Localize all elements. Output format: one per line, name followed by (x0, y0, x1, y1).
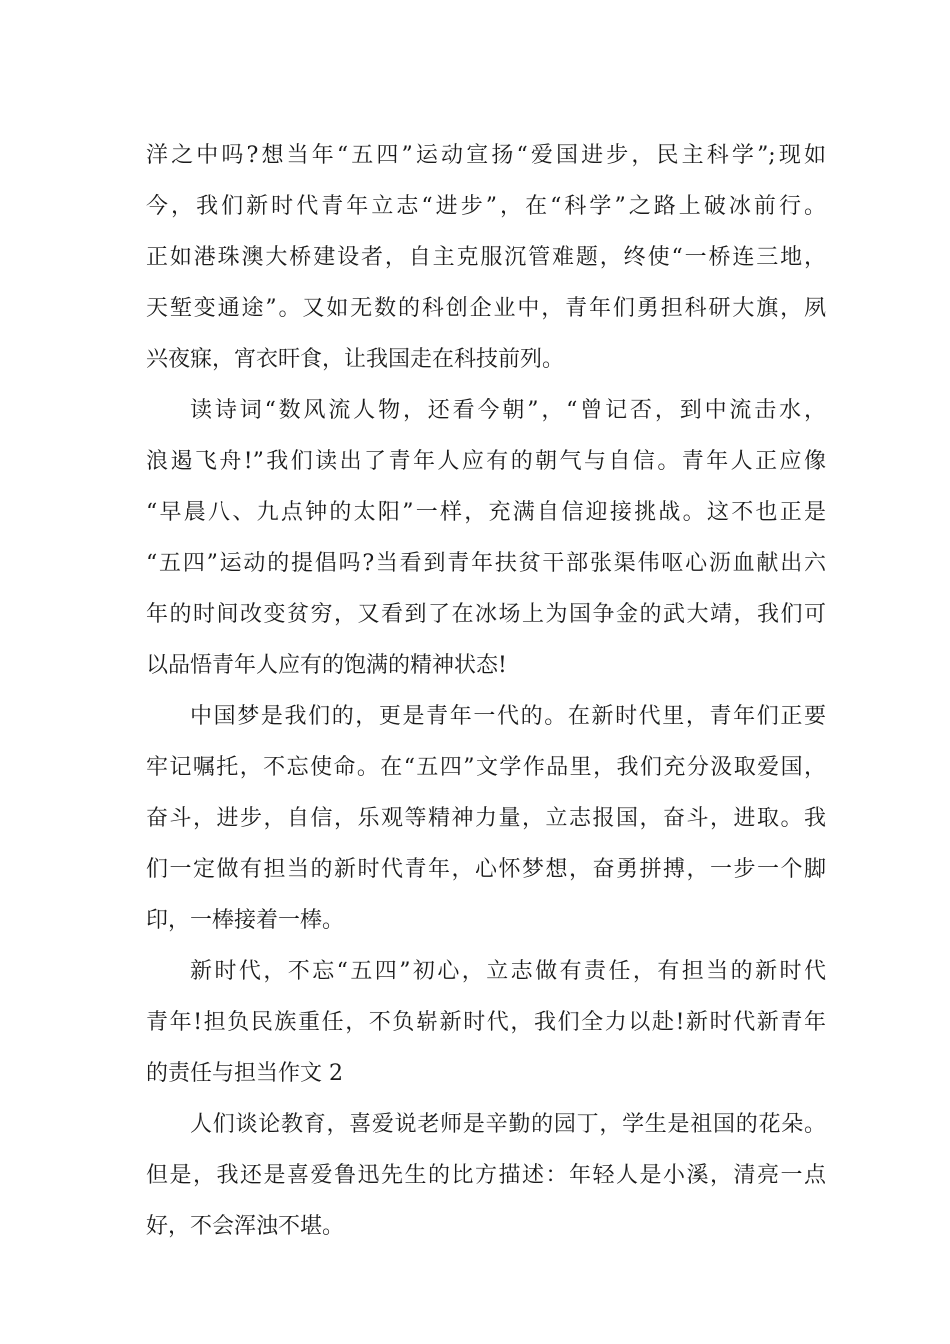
paragraph-first-line: 读诗词“数风流人物，还看今朝”，“曾记否，到中流击水， (190, 398, 826, 423)
paragraph-first-line: 人们谈论教育，喜爱说老师是辛勤的园丁，学生是祖国的花朵。 (190, 1112, 826, 1137)
text-line: 洋之中吗?想当年“五四”运动宣扬“爱国进步，民主科学”;现如 (146, 143, 826, 168)
text-line: “五四”运动的提倡吗?当看到青年扶贫干部张渠伟呕心沥血献出六 (146, 551, 826, 576)
paragraph-first-line: 中国梦是我们的，更是青年一代的。在新时代里，青年们正要 (190, 704, 826, 729)
text-line: 年的时间改变贫穷，又看到了在冰场上为国争金的武大靖，我们可 (146, 602, 826, 627)
text-line: 印，一棒接着一棒。 (146, 908, 345, 933)
text-line: “早晨八、九点钟的太阳”一样，充满自信迎接挑战。这不也正是 (146, 500, 826, 525)
text-line: 兴夜寐，宵衣旰食，让我国走在科技前列。 (146, 347, 565, 372)
text-line: 们一定做有担当的新时代青年，心怀梦想，奋勇拼搏，一步一个脚 (146, 857, 826, 882)
section-heading-line: 的责任与担当作文 2 (146, 1061, 343, 1086)
text-line: 奋斗，进步，自信，乐观等精神力量，立志报国，奋斗，进取。我 (146, 806, 826, 831)
document-body (146, 130, 826, 1252)
text-line: 青年!担负民族重任，不负崭新时代，我们全力以赴!新时代新青年 (146, 1010, 826, 1035)
paragraph-first-line: 新时代，不忘“五四”初心，立志做有责任，有担当的新时代 (190, 959, 826, 984)
text-line: 正如港珠澳大桥建设者，自主克服沉管难题，终使“一桥连三地， (146, 245, 826, 270)
text-line: 天堑变通途”。又如无数的科创企业中，青年们勇担科研大旗，夙 (146, 296, 826, 321)
text-line: 但是，我还是喜爱鲁迅先生的比方描述：年轻人是小溪，清亮一点 (146, 1163, 826, 1188)
text-line: 以品悟青年人应有的饱满的精神状态! (146, 653, 507, 678)
text-line: 牢记嘱托，不忘使命。在“五四”文学作品里，我们充分汲取爱国， (146, 755, 826, 780)
text-line: 好，不会浑浊不堪。 (146, 1214, 345, 1239)
text-line: 今，我们新时代青年立志“进步”，在“科学”之路上破冰前行。 (146, 194, 826, 219)
text-line: 浪遏飞舟!”我们读出了青年人应有的朝气与自信。青年人正应像 (146, 449, 826, 474)
